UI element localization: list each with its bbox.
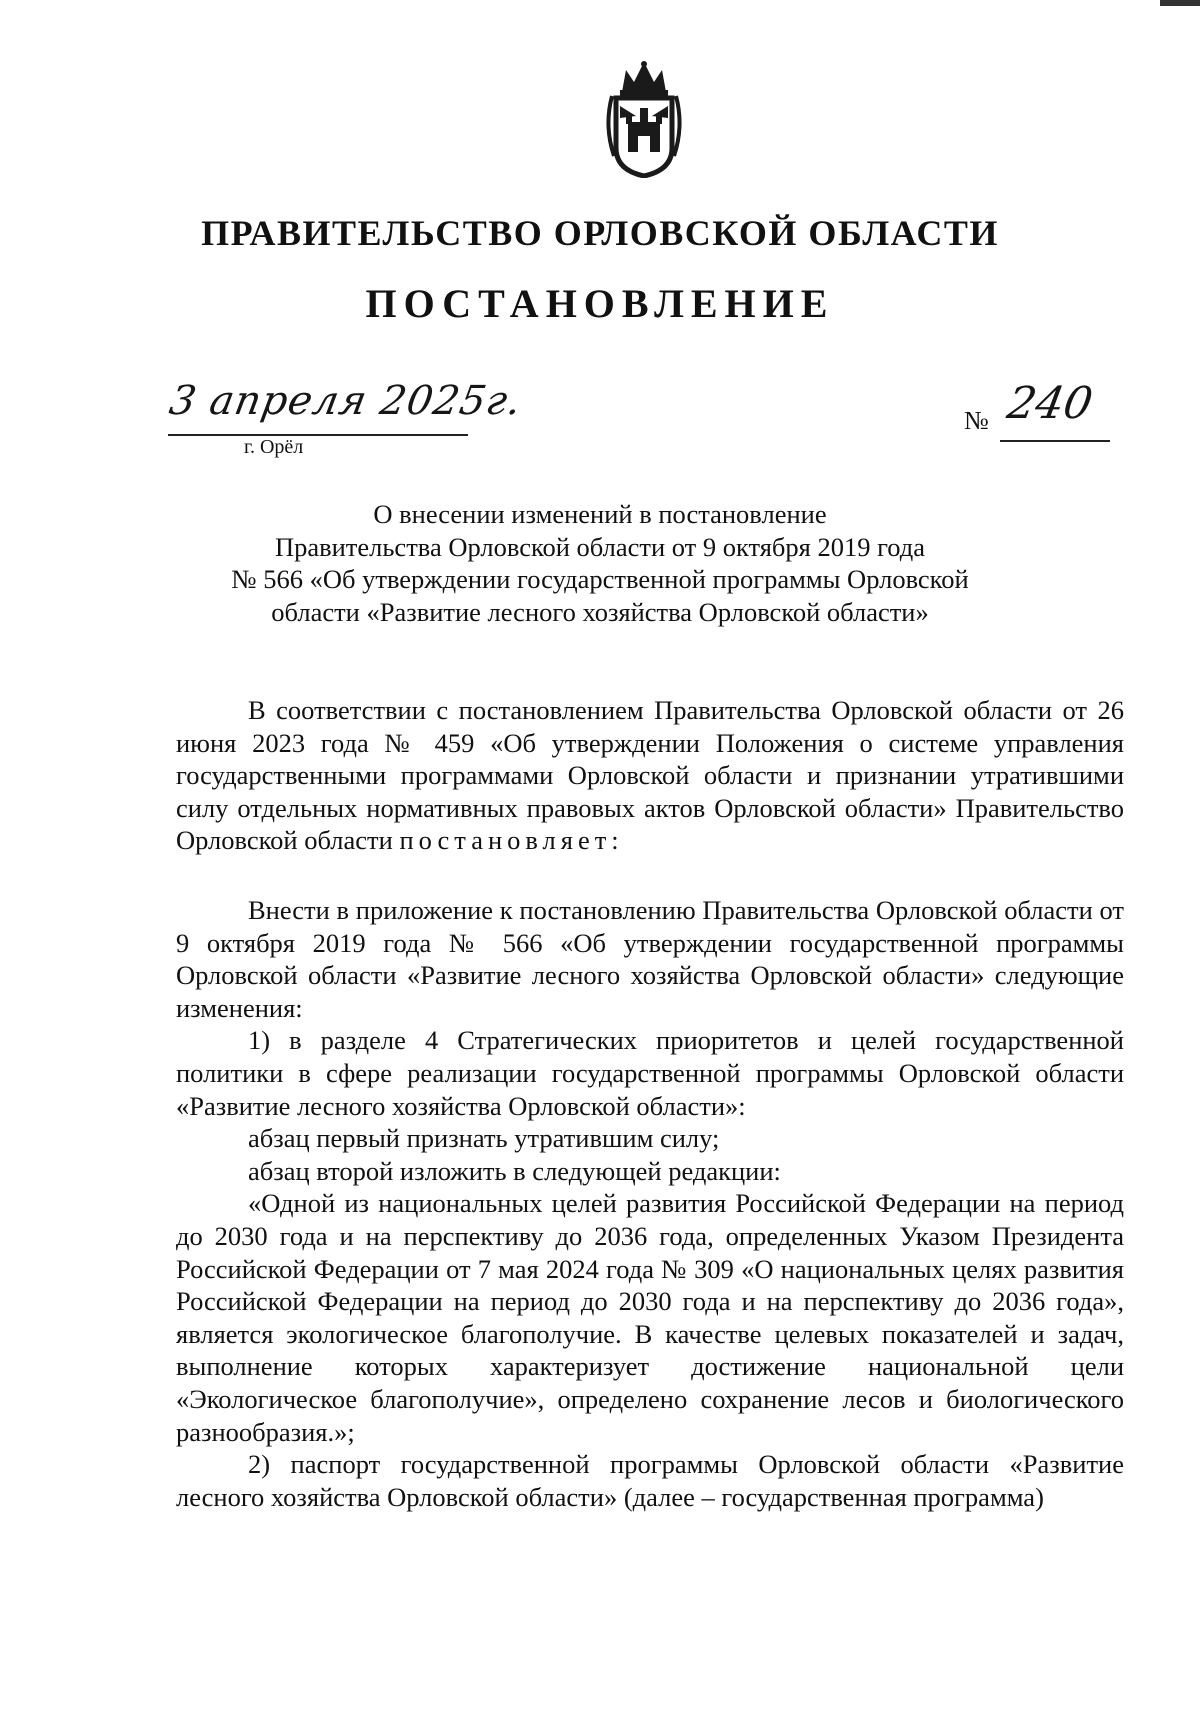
body-paragraph-quote: «Одной из национальных целей развития Российской Федерации на период до 2030 года и на перспективу до 2036 года, определенных Указом Президента Российской Федерации от 7 мая 2024 года № 309 «О национальных целях развития Российской Федерации на период до 2030 года и на перспективу до 2036 года», является экологическое благополучие. В качестве целевых показателей и задач, выполнение которых характеризует достижение национальной цели «Экологическое благополучие», определено сохранение лесов и биологического разнообразия.»; <box>176 1188 1124 1447</box>
subject-line: О внесении изменений в постановление <box>373 499 827 529</box>
subject-line: № 566 «Об утверждении государственной программы Орловской <box>231 564 969 594</box>
document-subject <box>0 498 1200 628</box>
body-paragraph-item-1: 1) в разделе 4 Стратегических приоритетов и целей государственной политики в сфере реализации государственной программы Орловской области «Развитие лесного хозяйства Орловской области»: <box>176 1025 1124 1121</box>
handwritten-number: 240 <box>1003 378 1097 429</box>
city-label: г. Орёл <box>244 436 304 458</box>
body-paragraph-intro: Внести в приложение к постановлению Правительства Орловской области от 9 октября 2019 года № 566 «Об утверждении государственной программы Орловской области «Развитие лесного хозяйства Орловской области» следующие изменения: <box>176 895 1124 1023</box>
subject-line: Правительства Орловской области от 9 октября 2019 года <box>274 531 926 562</box>
body-paragraph-item-2: 2) паспорт государственной программы Орловской области «Развитие лесного хозяйства Орловской области» (далее – государственная программа) <box>176 1449 1124 1512</box>
number-underline <box>1000 440 1110 442</box>
coat-of-arms-icon <box>598 56 690 178</box>
preamble-text: В соответствии с постановлением Правительства Орловской области от 26 июня 2023 года № 459 «Об утверждении Положения о системе управления государственными программами Орловской области и признании утратившими силу отдельных нормативных правовых актов Орловской области» Правительство Орловской области <box>176 695 1124 856</box>
decree-word: постановляет: <box>399 825 624 856</box>
handwritten-date: 3 апреля 2025г. <box>165 378 526 424</box>
body-paragraph-item-1b: абзац второй изложить в следующей редакции: <box>248 1155 781 1186</box>
document-body <box>176 894 1124 1513</box>
government-title: ПРАВИТЕЛЬСТВО ОРЛОВСКОЙ ОБЛАСТИ <box>201 213 999 253</box>
document-type: ПОСТАНОВЛЕНИЕ <box>365 281 835 326</box>
number-label: № <box>964 406 989 435</box>
preamble-paragraph <box>176 694 1124 857</box>
scan-edge-mark <box>1160 0 1200 6</box>
subject-line: области «Развитие лесного хозяйства Орловской области» <box>271 596 929 627</box>
date-underline <box>168 434 468 436</box>
preamble <box>176 694 1124 857</box>
body-paragraph-item-1a: абзац первый признать утратившим силу; <box>248 1123 720 1154</box>
